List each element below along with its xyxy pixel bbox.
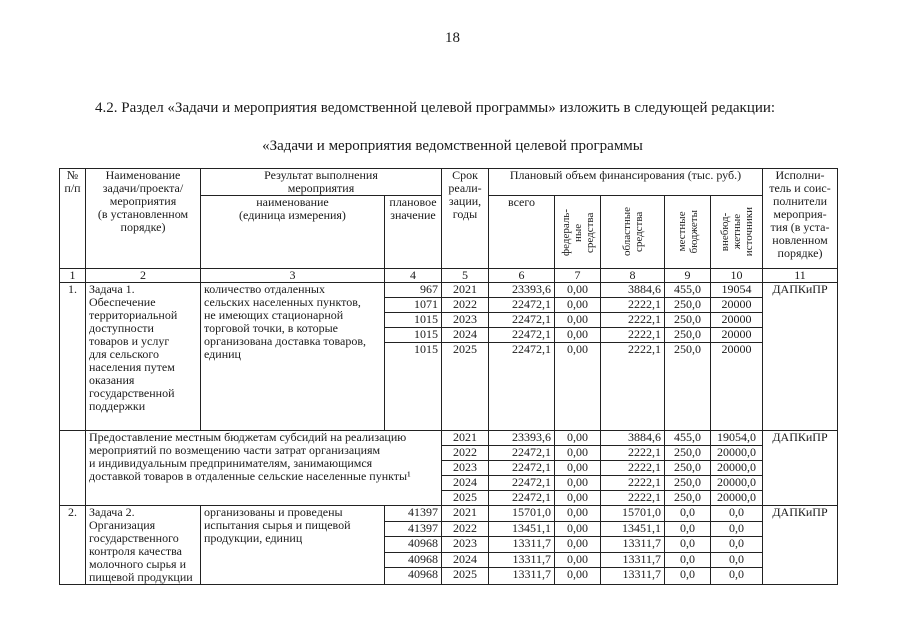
year-cell: 2023 [442,313,489,328]
year-cell: 2021 [442,506,489,522]
extra-cell: 0,0 [711,506,763,522]
regional-cell: 2222,1 [601,313,665,328]
year-cell: 2023 [442,537,489,553]
section-heading: 4.2. Раздел «Задачи и мероприятия ведомственной целевой программы» изложить в следующей редакции: [95,100,776,116]
extra-cell: 20000 [711,313,763,328]
col-header-finance: Плановый объем финансирования (тыс. руб.) [489,169,763,196]
table-row [60,506,838,522]
extra-cell: 0,0 [711,568,763,585]
federal-cell: 0,00 [555,328,601,343]
federal-cell: 0,00 [555,537,601,553]
regional-cell: 13311,7 [601,568,665,585]
federal-cell: 0,00 [555,298,601,313]
federal-cell: 0,00 [555,283,601,298]
column-number-cell: 10 [711,269,763,283]
total-cell: 22472,1 [489,298,555,313]
total-cell: 13311,7 [489,568,555,585]
executor-cell: ДАПКиПР [763,431,838,506]
extra-cell: 19054 [711,283,763,298]
extra-cell: 20000 [711,298,763,313]
regional-cell: 2222,1 [601,328,665,343]
extra-cell: 20000,0 [711,446,763,461]
total-cell: 22472,1 [489,446,555,461]
plan-value: 1015 [385,328,442,343]
local-cell: 250,0 [665,476,711,491]
regional-cell: 2222,1 [601,298,665,313]
federal-cell: 0,00 [555,343,601,431]
plan-value: 40968 [385,568,442,585]
regional-cell: 3884,6 [601,283,665,298]
executor-cell: ДАПКиПР [763,283,838,431]
col-header-name: Наименование задачи/проекта/ мероприятия (в установленном порядке) [86,169,201,269]
regional-cell: 3884,6 [601,431,665,446]
year-cell: 2025 [442,343,489,431]
task-name: Задача 2. Организация государственного контроля качества молочного сырья и пищевой продукции [86,506,201,585]
col-header-result: Результат выполнения мероприятия [201,169,442,196]
header-row-1 [60,169,838,196]
column-number-cell: 9 [665,269,711,283]
total-cell: 22472,1 [489,343,555,431]
col-header-federal: федераль- ные средства [555,196,601,269]
col-header-extra: внебюд- жетные источники [711,196,763,269]
year-cell: 2024 [442,552,489,568]
year-cell: 2024 [442,476,489,491]
regional-cell: 2222,1 [601,461,665,476]
year-cell: 2025 [442,568,489,585]
regional-cell: 2222,1 [601,491,665,506]
local-cell: 250,0 [665,446,711,461]
total-cell: 23393,6 [489,431,555,446]
extra-cell: 19054,0 [711,431,763,446]
extra-cell: 20000,0 [711,476,763,491]
local-cell: 250,0 [665,328,711,343]
page-number: 18 [445,30,460,46]
plan-value: 1015 [385,313,442,328]
plan-value: 1015 [385,343,442,431]
total-cell: 15701,0 [489,506,555,522]
program-table [59,168,838,585]
column-number-cell: 1 [60,269,86,283]
year-cell: 2021 [442,431,489,446]
year-cell: 2022 [442,298,489,313]
federal-cell: 0,00 [555,491,601,506]
col-header-total: всего [489,196,555,269]
regional-cell: 15701,0 [601,506,665,522]
executor-cell: ДАПКиПР [763,506,838,585]
plan-value: 40968 [385,537,442,553]
extra-cell: 0,0 [711,552,763,568]
table-title: «Задачи и мероприятия ведомственной целевой программы [262,138,643,154]
task-number: 1. [60,283,86,431]
federal-cell: 0,00 [555,461,601,476]
total-cell: 13311,7 [489,552,555,568]
regional-cell: 2222,1 [601,343,665,431]
federal-cell: 0,00 [555,568,601,585]
total-cell: 22472,1 [489,461,555,476]
col-header-term: Срок реали- зации, годы [442,169,489,269]
federal-cell: 0,00 [555,313,601,328]
local-cell: 0,0 [665,537,711,553]
local-cell: 455,0 [665,283,711,298]
task-name: Задача 1. Обеспечение территориальной доступности товаров и услуг для сельского населения путем оказания государственной поддержки [86,283,201,431]
column-number-cell: 5 [442,269,489,283]
local-cell: 0,0 [665,568,711,585]
table-row [60,283,838,298]
col-header-executor: Исполни- тель и соис- полнители мероприя- тия (в уста- новленном порядке) [763,169,838,269]
total-cell: 22472,1 [489,476,555,491]
column-number-cell: 4 [385,269,442,283]
result-name: организованы и проведены испытания сырья и пищевой продукции, единиц [201,506,385,585]
extra-cell: 20000,0 [711,461,763,476]
extra-cell: 20000 [711,328,763,343]
column-number-cell: 8 [601,269,665,283]
col-header-regional: областные средства [601,196,665,269]
col-header-local: местные бюджеты [665,196,711,269]
year-cell: 2022 [442,446,489,461]
federal-cell: 0,00 [555,431,601,446]
local-cell: 455,0 [665,431,711,446]
federal-cell: 0,00 [555,552,601,568]
local-cell: 0,0 [665,521,711,537]
total-cell: 22472,1 [489,328,555,343]
local-cell: 250,0 [665,298,711,313]
plan-value: 41397 [385,506,442,522]
extra-cell: 0,0 [711,521,763,537]
plan-value: 41397 [385,521,442,537]
total-cell: 13311,7 [489,537,555,553]
blank-cell [60,431,86,506]
total-cell: 13451,1 [489,521,555,537]
local-cell: 250,0 [665,491,711,506]
year-cell: 2024 [442,328,489,343]
extra-cell: 20000 [711,343,763,431]
regional-cell: 2222,1 [601,476,665,491]
column-number-row [60,269,838,283]
regional-cell: 13311,7 [601,537,665,553]
column-number-cell: 7 [555,269,601,283]
local-cell: 0,0 [665,506,711,522]
table-row [60,431,838,446]
local-cell: 250,0 [665,313,711,328]
column-number-cell: 11 [763,269,838,283]
column-number-cell: 6 [489,269,555,283]
plan-value: 1071 [385,298,442,313]
result-name: количество отдаленных сельских населенных пунктов, не имеющих стационарной торговой точки, в которые организована доставка товаров, единиц [201,283,385,431]
local-cell: 250,0 [665,343,711,431]
extra-cell: 20000,0 [711,491,763,506]
regional-cell: 13311,7 [601,552,665,568]
year-cell: 2023 [442,461,489,476]
task-number: 2. [60,506,86,585]
measure-text: Предоставление местным бюджетам субсидий на реализацию мероприятий по возмещению части затрат организациям и индивидуальным предпринимателям, занимающимся доставкой товаров в отдаленные сельские населенные пункты¹ [86,431,442,506]
col-header-result-plan: плановое значение [385,196,442,269]
col-header-num: № п/п [60,169,86,269]
federal-cell: 0,00 [555,506,601,522]
extra-cell: 0,0 [711,537,763,553]
local-cell: 0,0 [665,552,711,568]
total-cell: 23393,6 [489,283,555,298]
column-number-cell: 2 [86,269,201,283]
total-cell: 22472,1 [489,313,555,328]
plan-value: 40968 [385,552,442,568]
federal-cell: 0,00 [555,446,601,461]
federal-cell: 0,00 [555,521,601,537]
column-number-cell: 3 [201,269,385,283]
col-header-result-name: наименование (единица измерения) [201,196,385,269]
local-cell: 250,0 [665,461,711,476]
regional-cell: 13451,1 [601,521,665,537]
regional-cell: 2222,1 [601,446,665,461]
year-cell: 2025 [442,491,489,506]
year-cell: 2022 [442,521,489,537]
plan-value: 967 [385,283,442,298]
total-cell: 22472,1 [489,491,555,506]
year-cell: 2021 [442,283,489,298]
federal-cell: 0,00 [555,476,601,491]
